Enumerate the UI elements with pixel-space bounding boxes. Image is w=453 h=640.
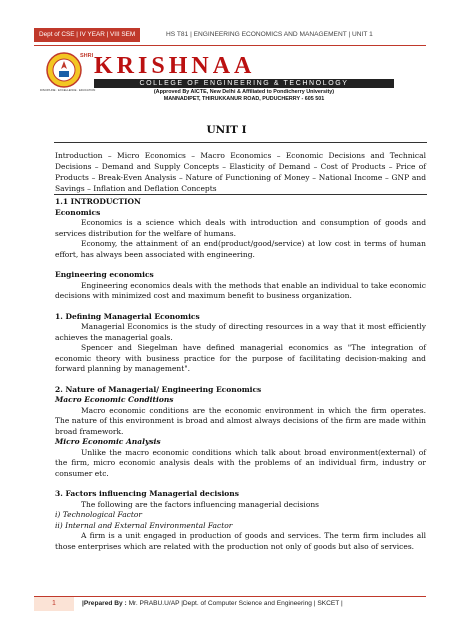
subheading: Economics <box>55 207 101 217</box>
college-logo-icon <box>46 52 82 88</box>
section-heading: 1. Defining Managerial Economics <box>55 311 200 321</box>
subheading: Engineering economics <box>55 270 154 279</box>
prepared-details: Mr. PRABU.U/AP |Dept. of Computer Science and Engineering | SKCET | <box>126 600 343 607</box>
section-heading: 3. Factors influencing Managerial decisions <box>55 489 239 498</box>
page-header <box>34 28 426 42</box>
prepared-by <box>82 597 343 611</box>
college-name: COLLEGE OF ENGINEERING & TECHNOLOGY <box>94 79 394 88</box>
paragraph: Engineering economics deals with the methods that enable an individual to take economic decisions with minimized cost and maximum benefit to business organization. <box>55 280 426 300</box>
list-item: i) Technological Factor <box>55 510 142 519</box>
page-footer <box>34 596 426 611</box>
subheading: Micro Economic Analysis <box>55 437 161 446</box>
approval-line: (Approved By AICTE, New Delhi & Affiliated to Pondicherry University) <box>153 89 335 95</box>
section-heading: 2. Nature of Managerial/ Engineering Economics <box>55 384 262 394</box>
paragraph: Economy, the attainment of an end(product/good/service) at low cost in terms of human effort, has always been associated with engineering. <box>55 239 426 259</box>
unit-topics: Introduction – Micro Economics – Macro Economics – Economic Decisions and Technical Decisions – Demand and Supply Concepts – Elasticity of Demand – Cost of Products – Price of Products – Break-Even Analysis – Nature of Functioning of Money – National Income – GNP and Savings – Inflation and Deflation Concepts <box>55 151 426 193</box>
prepared-label: |Prepared By : <box>82 600 127 607</box>
section-heading: 1.1 INTRODUCTION <box>55 197 141 206</box>
page-number: 1 <box>34 597 74 611</box>
list-item: ii) Internal and External Environmental Factor <box>55 520 233 530</box>
brand-shri: SHRI <box>80 53 94 59</box>
dept-tag: Dept of CSE | IV YEAR | VIII SEM <box>34 28 140 42</box>
paragraph: Unlike the macro economic conditions which talk about broad environment(external) of the firm, micro economic analysis deals with the problems of an individual firm, industry or consumer etc. <box>55 447 426 478</box>
paragraph: Economics is a science which deals with introduction and consumption of goods and services distribution for the welfare of humans. <box>55 218 426 238</box>
title-rule-bottom <box>54 194 427 195</box>
college-address: MANNADIPET, THIRUKKANUR ROAD, PUDUCHERRY - 605 501 <box>163 96 325 102</box>
unit-title: UNIT I <box>206 124 247 136</box>
paragraph: A firm is a unit engaged in production of goods and services. The term firm includes all those enterprises which are related with the production not only of goods but also of services. <box>55 531 426 551</box>
title-rule-top <box>54 142 427 143</box>
course-title: HS T81 | ENGINEERING ECONOMICS AND MANAGEMENT | UNIT 1 <box>166 31 373 38</box>
paragraph: Managerial Economics is the study of directing resources in a way that it most efficiently achieves the managerial goals. <box>55 322 426 342</box>
subheading: Macro Economic Conditions <box>55 395 174 404</box>
paragraph: Spencer and Siegelman have defined managerial economics as "The integration of economic theory with business practice for the purpose of facilitating decision-making and forward planning by management". <box>55 343 426 373</box>
paragraph: Macro economic conditions are the economic environment in which the firm operates. The nature of this environment is broad and almost always decisions of the firm are made within broad framework. <box>55 405 426 436</box>
brand-name: KRISHNAA <box>94 53 256 79</box>
document-body <box>55 197 426 552</box>
logo-caption: DISCIPLINE · EXCELLENCE · EDUCATION <box>40 88 96 92</box>
paragraph: The following are the factors influencing managerial decisions <box>81 499 320 509</box>
header-divider <box>34 45 426 46</box>
